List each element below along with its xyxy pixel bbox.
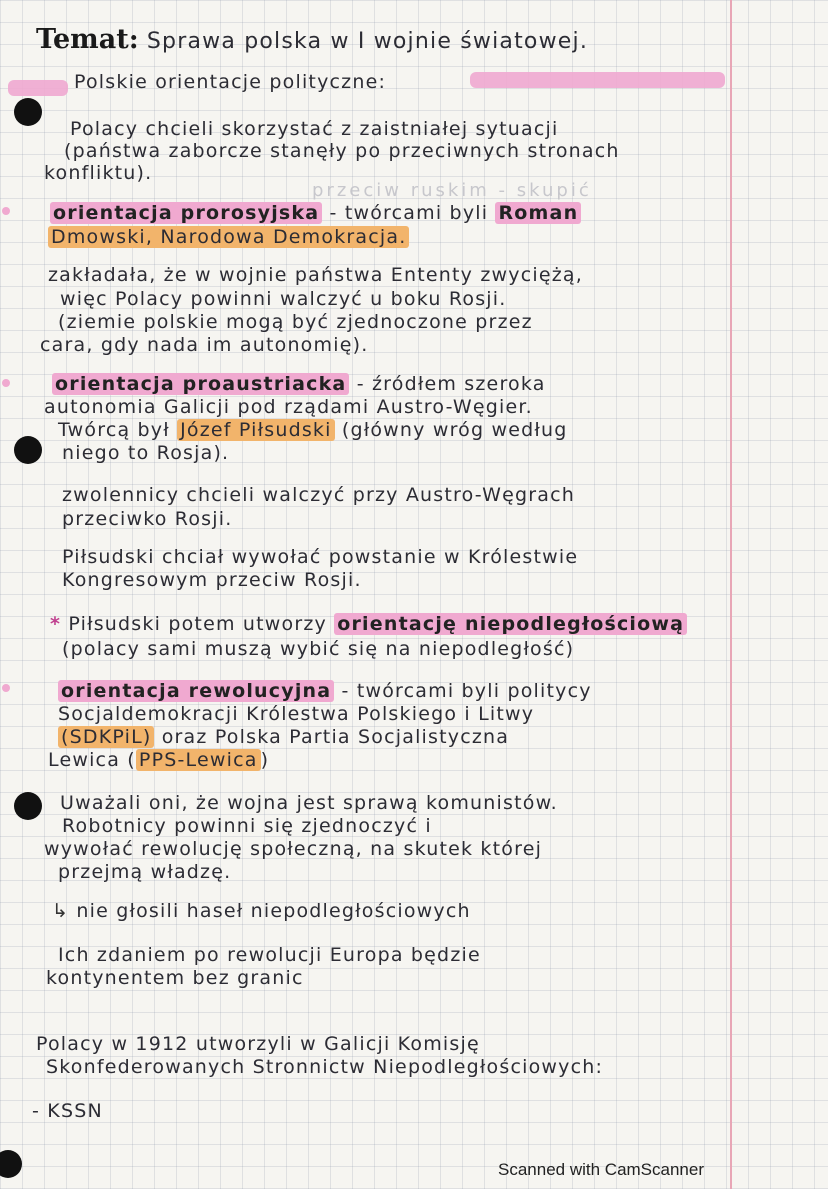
revolutionary-body: Uważali oni, że wojna jest sprawą komunistów.	[60, 792, 558, 814]
europe-line: kontynentem bez granic	[46, 967, 304, 989]
independence-highlight: orientację niepodległościową	[334, 613, 687, 635]
revolutionary-body: przejmą władzę.	[58, 861, 232, 883]
prorussian-name: orientacja prorosyjska	[50, 202, 322, 224]
proaustrian-body: zwolennicy chcieli walczyć przy Austro-Węgrach	[62, 484, 575, 506]
revolutionary-body: Robotnicy powinni się zjednoczyć i	[62, 815, 432, 837]
section-heading: Polskie orientacje polityczne:	[74, 71, 387, 93]
title-label: Temat:	[36, 24, 139, 55]
star-note-line: (polacy sami muszą wybić się na niepodległość)	[62, 638, 575, 660]
closing-line: Skonfederowanych Stronnictw Niepodległościowych:	[46, 1056, 604, 1078]
closing-line: Polacy w 1912 utworzyli w Galicji Komisję	[36, 1033, 480, 1055]
prorussian-text: - twórcami byli	[322, 202, 496, 224]
revolutionary-text: )	[260, 749, 270, 771]
arrow-icon: ↳	[52, 900, 70, 922]
proaustrian-line: niego to Rosja).	[62, 442, 230, 464]
revolutionary-body: wywołać rewolucję społeczną, na skutek której	[44, 838, 543, 860]
revolutionary-text: Lewica (	[48, 749, 136, 771]
margin-line	[730, 0, 732, 1189]
binder-hole	[14, 792, 42, 820]
faint-show-through-text: przeciw ruskim - skupić	[312, 180, 592, 201]
proaustrian-body: Piłsudski chciał wywołać powstanie w Królestwie	[62, 546, 579, 568]
heading-highlight	[8, 80, 68, 96]
arrow-note	[52, 900, 471, 922]
proaustrian-heading	[52, 373, 546, 395]
revolutionary-name: orientacja rewolucyjna	[58, 680, 334, 702]
closing-line: - KSSN	[32, 1100, 103, 1122]
bullet-dot	[2, 379, 10, 387]
prorussian-line	[48, 226, 409, 248]
revolutionary-text: oraz Polska Partia Socjalistyczna	[154, 726, 510, 748]
proaustrian-name: orientacja proaustriacka	[52, 373, 349, 395]
prorussian-heading	[50, 202, 581, 224]
binder-hole	[14, 98, 42, 126]
prorussian-body: zakładała, że w wojnie państwa Ententy zwyciężą,	[48, 264, 583, 286]
europe-line: Ich zdaniem po rewolucji Europa będzie	[58, 944, 481, 966]
proaustrian-text: Twórcą był	[58, 419, 178, 441]
revolutionary-line	[48, 749, 269, 771]
bullet-dot	[2, 207, 10, 215]
star-note	[50, 613, 687, 635]
page-title	[36, 24, 588, 55]
scanner-watermark: Scanned with CamScanner	[498, 1160, 705, 1179]
intro-line: Polacy chcieli skorzystać z zaistniałej sytuacji	[70, 118, 559, 140]
intro-line: (państwa zaborcze stanęły po przeciwnych stronach	[64, 140, 620, 162]
proaustrian-body: przeciwko Rosji.	[62, 508, 233, 530]
sdkpil-highlight: (SDKPiL)	[58, 726, 154, 748]
revolutionary-line: Socjaldemokracji Królestwa Polskiego i Litwy	[58, 703, 535, 725]
prorussian-body: więc Polacy powinni walczyć u boku Rosji.	[60, 288, 507, 310]
revolutionary-heading	[58, 680, 592, 702]
pps-highlight: PPS-Lewica	[136, 749, 261, 771]
intro-line: konfliktu).	[44, 162, 153, 184]
binder-hole	[14, 436, 42, 464]
bullet-dot	[2, 684, 10, 692]
proaustrian-body: Kongresowym przeciw Rosji.	[62, 569, 362, 591]
pilsudski-highlight: Józef Piłsudski	[177, 419, 335, 441]
arrow-note-text: nie głosili haseł niepodległościowych	[76, 900, 471, 922]
roman-highlight: Roman	[495, 202, 581, 224]
star-note-text: Piłsudski potem utworzy	[68, 613, 335, 635]
star-icon: *	[50, 613, 62, 635]
heading-highlight	[470, 72, 725, 88]
proaustrian-line: autonomia Galicji pod rządami Austro-Węgier.	[44, 396, 533, 418]
revolutionary-text: - twórcami byli politycy	[334, 680, 592, 702]
revolutionary-line	[58, 726, 509, 748]
dmowski-highlight: Dmowski, Narodowa Demokracja.	[48, 226, 409, 248]
proaustrian-line	[58, 419, 567, 441]
proaustrian-text: - źródłem szeroka	[349, 373, 546, 395]
binder-hole	[0, 1150, 22, 1178]
proaustrian-text: (główny wróg według	[334, 419, 568, 441]
prorussian-body: (ziemie polskie mogą być zjednoczone przez	[58, 311, 533, 333]
prorussian-body: cara, gdy nada im autonomię).	[40, 334, 369, 356]
title-text: Sprawa polska w I wojnie światowej.	[146, 29, 589, 54]
